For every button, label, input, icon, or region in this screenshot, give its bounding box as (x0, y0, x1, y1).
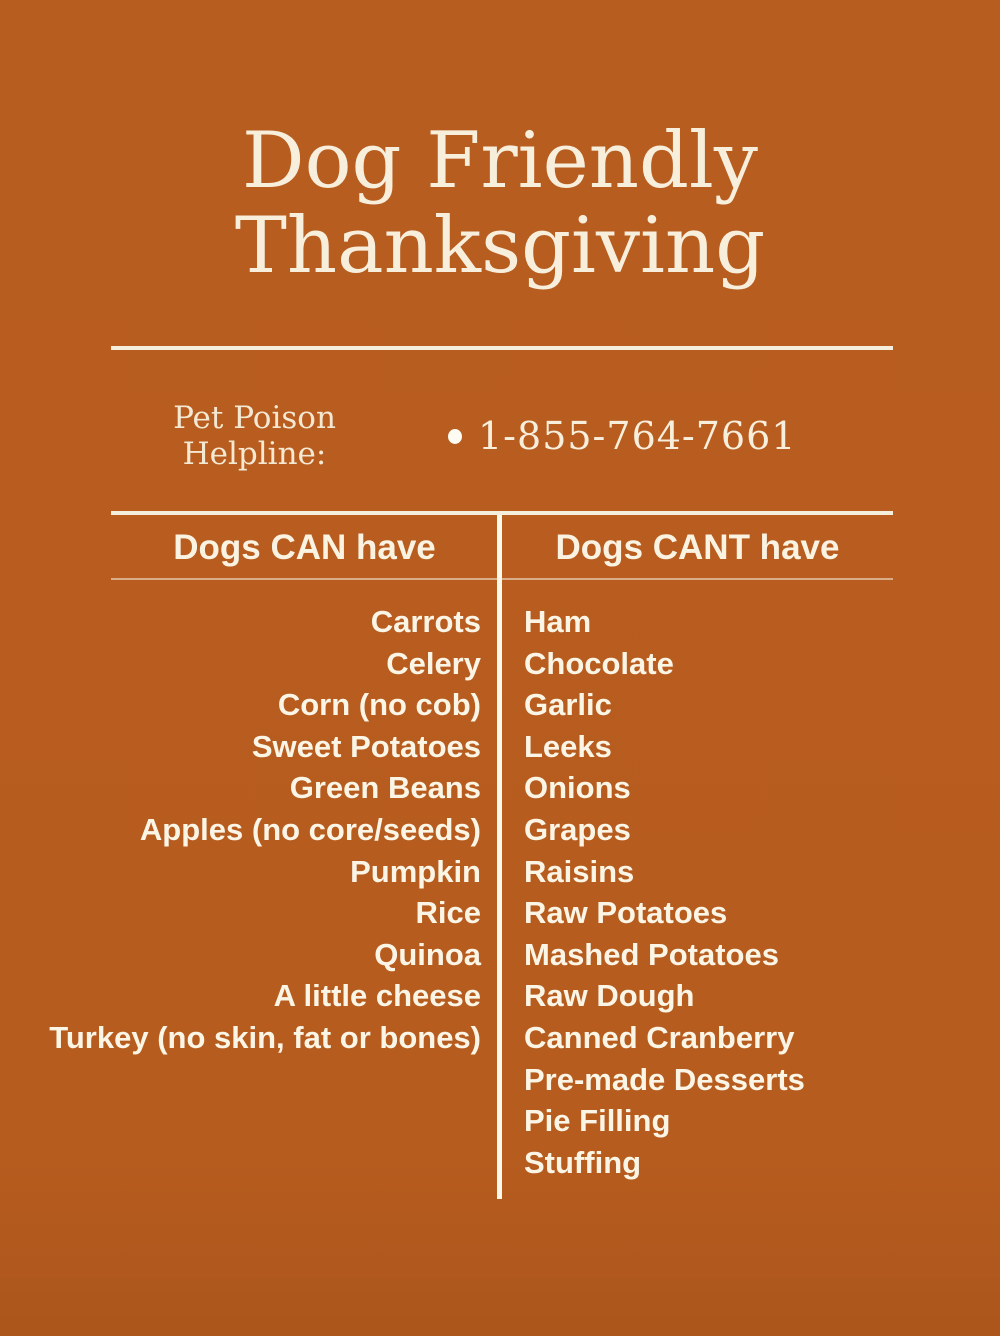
food-list-item: Quinoa (374, 936, 481, 972)
divider-under-title (111, 346, 893, 350)
can-column-header: Dogs CAN have (173, 528, 436, 567)
food-list-item: Mashed Potatoes (524, 936, 779, 972)
food-list-item: Pie Filling (524, 1103, 671, 1139)
column-divider (497, 515, 502, 1199)
food-list-item: Pre-made Desserts (524, 1061, 805, 1097)
helpline-label-line-1: Pet Poison (173, 400, 336, 436)
cant-column-header: Dogs CANT have (555, 528, 840, 567)
helpline-label-line-2: Helpline: (182, 436, 327, 472)
food-list-item: Raw Potatoes (524, 895, 728, 931)
food-list-item: Garlic (524, 687, 612, 723)
title-line-1: Dog Friendly (242, 116, 758, 206)
food-list-item: Raw Dough (524, 978, 695, 1014)
food-list-item: Turkey (no skin, fat or bones) (49, 1019, 481, 1055)
food-list-item: Green Beans (289, 770, 481, 806)
food-list-item: Canned Cranberry (524, 1019, 795, 1055)
helpline-phone-number: 1-855-764-7661 (478, 414, 797, 458)
food-list-item: Grapes (524, 811, 631, 847)
food-list-item: Raisins (524, 853, 635, 889)
food-list-item: Sweet Potatoes (251, 728, 481, 764)
can-food-list (16, 601, 481, 1059)
food-list-item: Carrots (370, 604, 481, 639)
helpline-label (112, 400, 397, 472)
food-list-item: Stuffing (524, 1144, 642, 1180)
divider-above-columns (111, 511, 893, 515)
title-line-2: Thanksgiving (234, 201, 766, 291)
food-list-item: A little cheese (273, 978, 481, 1014)
food-list-item: Celery (386, 645, 481, 681)
cant-food-list (524, 601, 894, 1183)
food-list-item: Pumpkin (350, 853, 481, 889)
helpline-phone-row (448, 414, 796, 458)
food-list-item: Ham (524, 604, 592, 639)
poster-title (0, 116, 1000, 291)
food-list-item: Apples (no core/seeds) (139, 811, 481, 847)
food-list-item: Onions (524, 770, 631, 806)
food-list-item: Corn (no cob) (277, 687, 481, 723)
divider-under-headers (111, 578, 893, 580)
food-list-item: Leeks (524, 728, 612, 764)
food-list-item: Rice (415, 895, 481, 931)
bullet-dot-icon (448, 429, 462, 444)
food-list-item: Chocolate (524, 645, 674, 681)
